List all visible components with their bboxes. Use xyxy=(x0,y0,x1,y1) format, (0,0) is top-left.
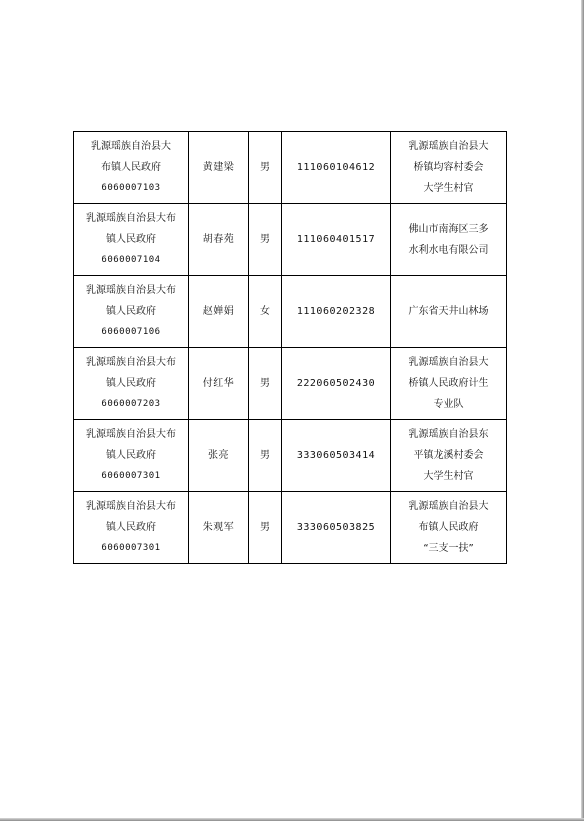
table-row xyxy=(74,420,507,492)
unit-line: 乳源瑶族自治县大布 xyxy=(86,501,176,512)
table-row xyxy=(74,348,507,420)
unit-line: 镇人民政府 xyxy=(106,450,156,461)
work-line: 乳源瑶族自治县大 xyxy=(408,357,489,368)
work-unit-cell xyxy=(391,204,507,276)
name-cell: 张亮 xyxy=(189,420,249,492)
work-unit-cell xyxy=(391,132,507,204)
name-cell: 朱观军 xyxy=(189,492,249,564)
candidate-table xyxy=(73,131,507,564)
unit-code: 6060007104 xyxy=(101,255,161,265)
sex-cell: 男 xyxy=(249,132,282,204)
work-unit-cell xyxy=(391,276,507,348)
unit-code: 6060007103 xyxy=(101,183,161,193)
unit-cell xyxy=(74,420,189,492)
work-line: 桥镇人民政府计生 xyxy=(408,378,489,389)
work-line: 佛山市南海区三多 xyxy=(408,223,489,235)
work-line: 专业队 xyxy=(433,399,464,410)
sex-cell: 男 xyxy=(249,348,282,420)
sex-cell: 男 xyxy=(249,204,282,276)
work-line: 桥镇均容村委会 xyxy=(413,162,484,173)
sex-cell: 男 xyxy=(249,492,282,564)
exam-id-cell: 333060503825 xyxy=(282,492,391,564)
name-cell: 黄建梁 xyxy=(189,132,249,204)
work-line: 乳源瑶族自治县大 xyxy=(408,501,489,512)
exam-id-cell: 111060202328 xyxy=(282,276,391,348)
unit-line: 镇人民政府 xyxy=(106,378,156,389)
work-line: “三支一扶” xyxy=(423,543,474,554)
unit-code: 6060007301 xyxy=(101,471,161,481)
unit-cell xyxy=(74,204,189,276)
unit-line: 乳源瑶族自治县大布 xyxy=(86,357,176,368)
unit-line: 布镇人民政府 xyxy=(101,162,161,173)
table-row xyxy=(74,132,507,204)
unit-line: 乳源瑶族自治县大布 xyxy=(86,429,176,440)
unit-code: 6060007203 xyxy=(101,399,161,409)
work-line: 大学生村官 xyxy=(423,183,474,194)
unit-cell xyxy=(74,492,189,564)
work-unit-cell xyxy=(391,420,507,492)
work-line: 大学生村官 xyxy=(423,471,474,482)
table-row xyxy=(74,276,507,348)
name-cell: 胡春苑 xyxy=(189,204,249,276)
work-line: 广东省天井山林场 xyxy=(408,306,489,317)
name-cell: 付红华 xyxy=(189,348,249,420)
exam-id-cell: 222060502430 xyxy=(282,348,391,420)
exam-id-cell: 111060401517 xyxy=(282,204,391,276)
exam-id-cell: 333060503414 xyxy=(282,420,391,492)
unit-line: 镇人民政府 xyxy=(106,306,156,317)
table-row xyxy=(74,492,507,564)
work-unit-cell xyxy=(391,492,507,564)
unit-line: 镇人民政府 xyxy=(106,234,156,245)
unit-code: 6060007301 xyxy=(101,543,161,553)
name-cell: 赵婵娟 xyxy=(189,276,249,348)
unit-cell xyxy=(74,348,189,420)
unit-cell xyxy=(74,132,189,204)
work-line: 乳源瑶族自治县大 xyxy=(408,141,489,152)
work-line: 平镇龙溪村委会 xyxy=(413,450,484,461)
work-line: 布镇人民政府 xyxy=(418,522,479,533)
sex-cell: 男 xyxy=(249,420,282,492)
work-line: 水利水电有限公司 xyxy=(408,244,489,256)
unit-line: 乳源瑶族自治县大布 xyxy=(86,285,176,296)
work-unit-cell xyxy=(391,348,507,420)
unit-line: 镇人民政府 xyxy=(106,522,156,533)
table-row xyxy=(74,204,507,276)
unit-line: 乳源瑶族自治县大 xyxy=(91,141,171,152)
work-line: 乳源瑶族自治县东 xyxy=(408,429,489,440)
unit-code: 6060007106 xyxy=(101,327,161,337)
unit-cell xyxy=(74,276,189,348)
unit-line: 乳源瑶族自治县大布 xyxy=(86,213,176,224)
exam-id-cell: 111060104612 xyxy=(282,132,391,204)
sex-cell: 女 xyxy=(249,276,282,348)
